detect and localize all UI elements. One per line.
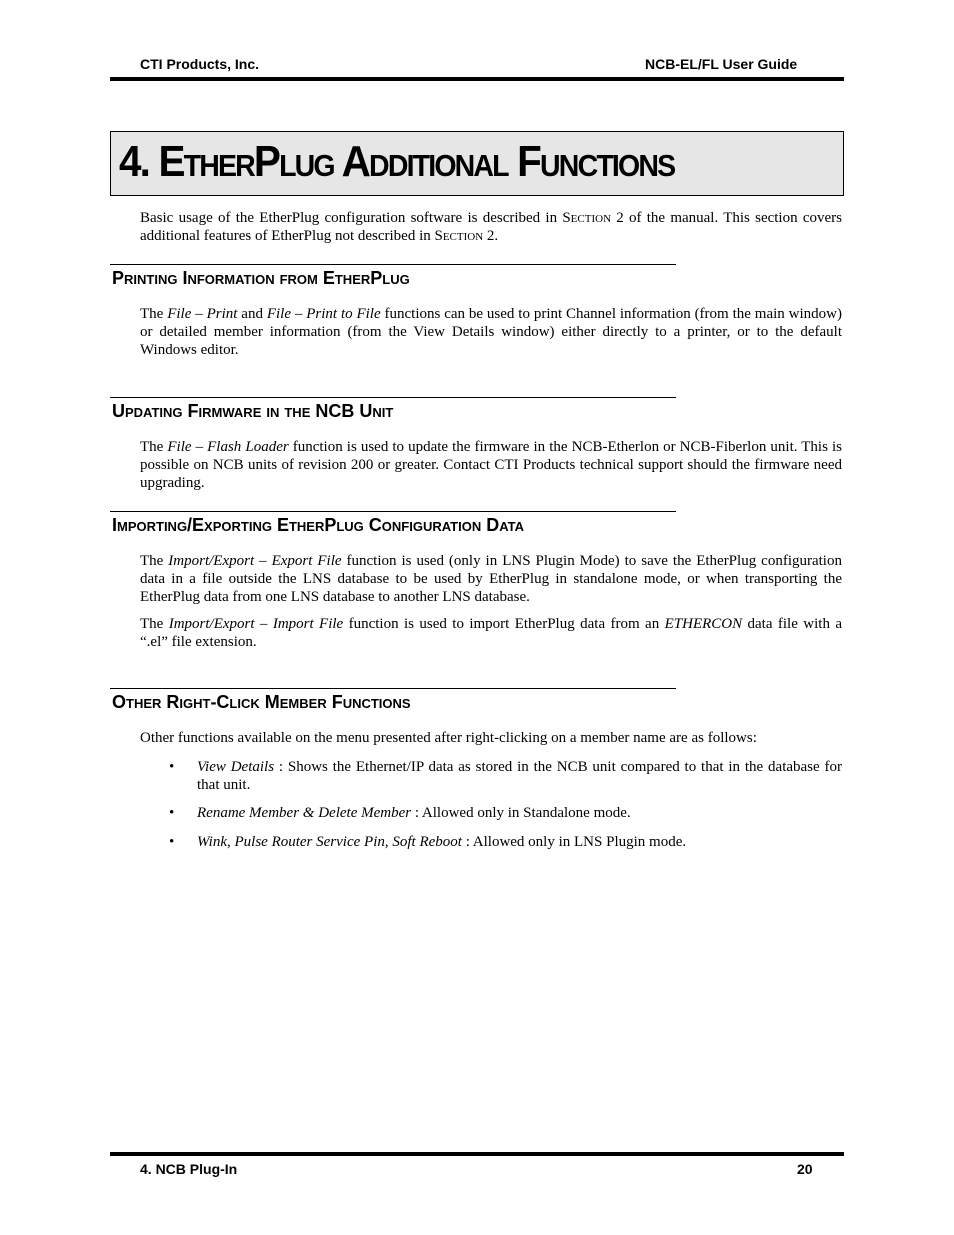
intro-paragraph: [140, 209, 842, 245]
section-heading-firmware: Updating Firmware in the NCB Unit: [112, 401, 394, 421]
printing-term-print-to-file: File – Print to File: [266, 306, 381, 322]
list-item-text: [197, 804, 842, 822]
list-item-text: [197, 758, 842, 794]
right-click-intro-paragraph: Other functions available on the menu presented after right-clicking on a member name are as follows:: [140, 730, 757, 746]
printing-text-c: functions can be used to print Channel information (from the main window) or detailed member information (from the View Details window) either directly to a printer, or to the default Windows editor.: [140, 306, 842, 358]
printing-text-b: and: [237, 306, 267, 322]
printing-term-print: File – Print: [167, 306, 238, 322]
section-heading-right-click: Other Right-Click Member Functions: [112, 692, 411, 712]
printing-paragraph: [140, 305, 842, 359]
header-rule: [110, 77, 844, 81]
export-paragraph: [140, 552, 842, 606]
import-paragraph: [140, 615, 842, 651]
import-text-c: data file with a “.el” file extension.: [140, 616, 842, 650]
list-item-term: Rename Member & Delete Member: [197, 805, 412, 821]
footer-chapter: 4. NCB Plug-In: [140, 1161, 238, 1177]
firmware-paragraph: [140, 438, 842, 492]
bullet-icon: •: [169, 805, 175, 821]
bullet-icon: •: [169, 834, 175, 850]
section-heading-import-export: Importing/Exporting EtherPlug Configuration Data: [112, 515, 525, 535]
import-term-import-file: Import/Export – Import File: [168, 616, 344, 632]
export-text-a: The: [140, 553, 169, 569]
intro-section-ref-1: Section: [562, 210, 612, 226]
header-guide-title: NCB-EL/FL User Guide: [645, 56, 798, 72]
bullet-icon: •: [169, 759, 175, 775]
section-rule-firmware: [110, 397, 676, 398]
import-text-b: function is used to import EtherPlug data from an: [343, 616, 665, 632]
printing-text-a: The: [140, 306, 168, 322]
list-item-description: : Allowed only in Standalone mode.: [411, 805, 631, 821]
page-number: 20: [797, 1161, 813, 1177]
intro-text-3: 2.: [483, 228, 499, 244]
import-term-ethercon: ETHERCON: [664, 616, 743, 632]
import-text-a: The: [140, 616, 169, 632]
firmware-text-b: function is used to update the firmware in the NCB-Etherlon or NCB-Fiberlon unit. This is possible on NCB units of revision 200 or greater. Contact CTI Products technical support should the firmware need upgrading.: [140, 439, 842, 491]
list-item-term: Wink, Pulse Router Service Pin, Soft Reboot: [197, 834, 462, 850]
header-company: CTI Products, Inc.: [140, 56, 260, 72]
firmware-text-a: The: [140, 439, 168, 455]
section-heading-printing: Printing Information from EtherPlug: [112, 268, 410, 288]
list-item-description: : Shows the Ethernet/IP data as stored in the NCB unit compared to that in the database for that unit.: [197, 759, 842, 793]
chapter-title: 4. EtherPlug Additional Functions: [119, 137, 675, 186]
export-text-b: function is used (only in LNS Plugin Mode) to save the EtherPlug configuration data in a file outside the LNS database to be used by EtherPlug in standalone mode, or when transporting the EtherPlug data from one LNS database to another LNS database.: [140, 553, 842, 605]
intro-text-2: 2 of the manual. This section covers additional features of EtherPlug not described in: [140, 210, 842, 244]
export-term-export-file: Import/Export – Export File: [168, 553, 342, 569]
list-item-text: [197, 833, 842, 851]
intro-text-1: Basic usage of the EtherPlug configuration software is described in: [140, 210, 563, 226]
section-rule-printing: [110, 264, 676, 265]
intro-section-ref-2: Section: [434, 228, 484, 244]
section-rule-import-export: [110, 511, 676, 512]
list-item-description: : Allowed only in LNS Plugin mode.: [461, 834, 687, 850]
list-item-term: View Details: [197, 759, 275, 775]
footer-rule: [110, 1152, 844, 1156]
firmware-term-flash-loader: File – Flash Loader: [167, 439, 289, 455]
chapter-banner: [110, 131, 844, 196]
section-rule-right-click: [110, 688, 676, 689]
